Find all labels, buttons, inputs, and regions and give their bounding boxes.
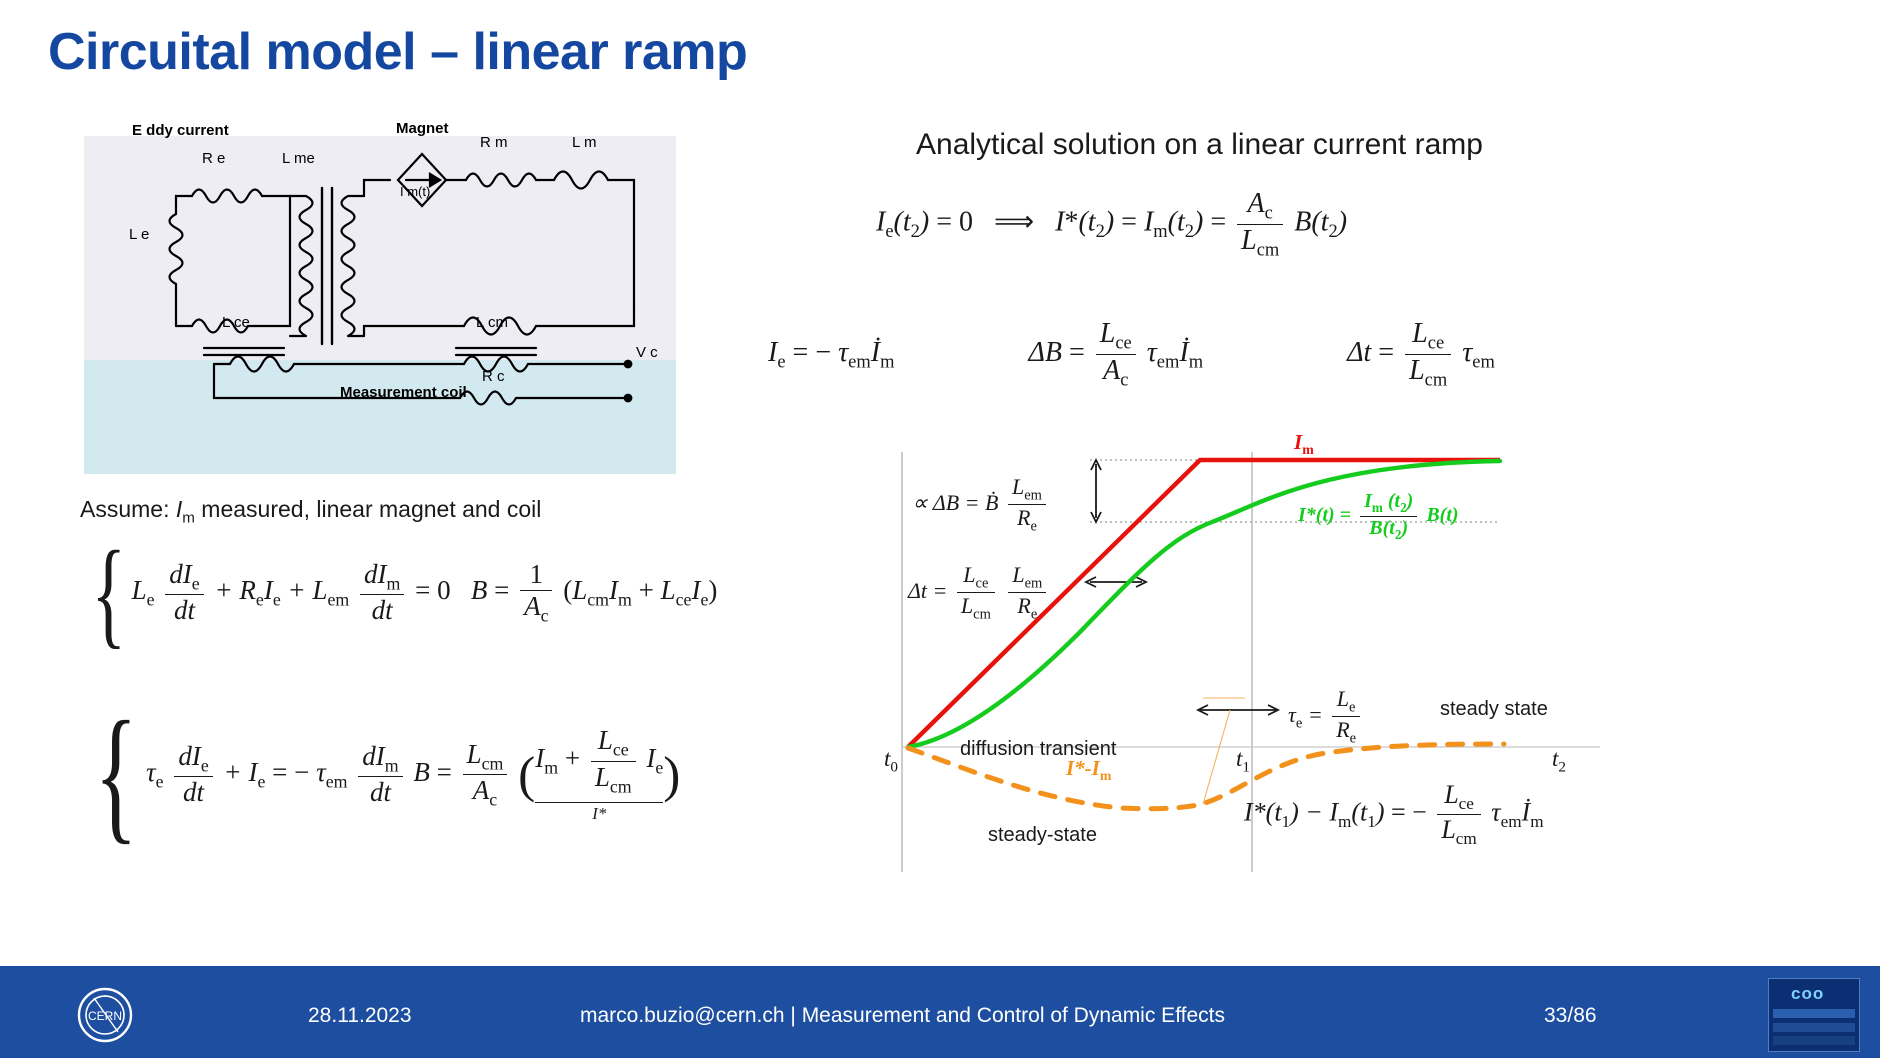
plot-tick-t0: $t_0$: [884, 746, 898, 776]
circuit-title-eddy: E ddy current: [132, 122, 229, 139]
plot-curve-label-im: $I_m$: [1294, 430, 1314, 458]
plot-label-steady-state-bottom: steady-state: [988, 824, 1097, 846]
conference-logo-text: coo: [1791, 984, 1825, 1003]
svg-text:CERN: CERN: [87, 1009, 123, 1023]
plot-tick-t1: $t_1$: [1236, 746, 1250, 776]
plot-tick-t2: $t_2$: [1552, 746, 1566, 776]
analytical-heading: Analytical solution on a linear current ramp: [916, 128, 1483, 161]
equation-system-2: [80, 691, 681, 857]
equation-right-2a: $I_e$ = − $\tau_{em}İ_m$: [768, 336, 895, 372]
circuit-svg: [84, 136, 676, 474]
circuit-label-im-source: I m(t): [400, 184, 431, 199]
equation-system-1: [80, 526, 718, 659]
eq-system2-row1: $\tau_e$ $\frac{dI_e}{dt}$ + $I_e$ = − $\tau_{em}$ $\frac{dI_m}{dt}$: [146, 751, 413, 793]
circuit-label-lce: L ce: [222, 314, 250, 331]
circuit-label-lcm: L cm: [476, 314, 508, 331]
plot-annotation-deltat: Δt = $\frac{L_{ce}}{L_{cm}}$ $\frac{L_{em}}{R_e}$: [908, 562, 1050, 624]
plot-curve-label-istar: I*(t) = $\frac{I_m (t_2)}{B(t_2)}$ B(t): [1298, 490, 1459, 542]
circuit-title-magnet: Magnet: [396, 120, 449, 137]
circuit-label-le: L e: [129, 226, 150, 243]
equation-right-2b: ΔB = $\frac{L_{ce}}{A_c}$ $\tau_{em}İ_m$: [1028, 318, 1204, 390]
circuit-label-rc: R c: [482, 368, 505, 385]
plot-annotation-taue: $\tau_e$ = $\frac{L_e}{R_e}$: [1288, 686, 1364, 748]
eq-system1-row1: $L_e$ $\frac{dI_e}{dt}$ + $R_eI_e + L_{em}$ $\frac{dI_m}{dt}$ = 0: [131, 559, 451, 626]
eq-system1-row2: B = $\frac{1}{A_c}$ $(L_{cm}I_m + L_{ce}I_e)$: [457, 559, 718, 626]
conference-logo: [1768, 978, 1860, 1052]
circuit-label-lm: L m: [572, 134, 597, 151]
circuit-diagram: [84, 120, 676, 474]
underbrace-label: I*: [592, 803, 607, 823]
circuit-label-rm: R m: [480, 134, 508, 151]
underbrace-istar: $I_m$ + $\frac{L_{ce}}{L_{cm}}$ $I_e$ I*: [535, 725, 664, 823]
circuit-label-lme: L me: [282, 150, 315, 167]
circuit-label-vc: V c: [636, 344, 658, 361]
assume-note: Assume: $I_m$ measured, linear magnet and coil: [80, 496, 542, 527]
plot-label-diffusion-transient: diffusion transient: [960, 738, 1117, 760]
page-title: Circuital model – linear ramp: [48, 23, 748, 81]
circuit-bottom-label: Measurement coil: [340, 384, 467, 401]
brace-2: {: [94, 691, 138, 857]
eq-system2-row2: B = $\frac{L_{cm}}{A_c}$ ($I_m$ + $\frac{L_{ce}}{L_{cm}}$ $I_e$ I* ): [413, 725, 681, 823]
equation-right-1: $I_e(t_2) = 0$ ⟹ $I*(t_2) = I_m(t_2)$ = $\frac{A_c}{L_{cm}}$ $B(t_2)$: [876, 188, 1348, 260]
plot-bottom-equation: $I*(t_1) - I_m(t_1)$ = − $\frac{L_{ce}}{L_{cm}}$ $\tau_{em}İ_m$: [1244, 780, 1544, 849]
cern-logo: [74, 986, 136, 1044]
brace-1: {: [91, 526, 127, 659]
plot-label-steady-state-right: steady state: [1440, 698, 1548, 720]
plot-annotation-deltaB: ∝ ΔB = Ḃ $\frac{L_{em}}{R_e}$: [912, 474, 1050, 536]
equation-right-2c: Δt = $\frac{L_{ce}}{L_{cm}}$ $\tau_{em}$: [1347, 318, 1495, 390]
ramp-plot: [884, 430, 1660, 942]
plot-curve-label-diff: $I*-I_m$: [1066, 756, 1112, 784]
footer-date: 28.11.2023: [308, 1004, 412, 1027]
circuit-label-re: R e: [202, 150, 226, 167]
footer-page-number: 33/86: [1544, 1004, 1597, 1027]
footer-center-text: marco.buzio@cern.ch | Measurement and Control of Dynamic Effects: [580, 1004, 1225, 1027]
equation-right-2: [768, 318, 1495, 390]
